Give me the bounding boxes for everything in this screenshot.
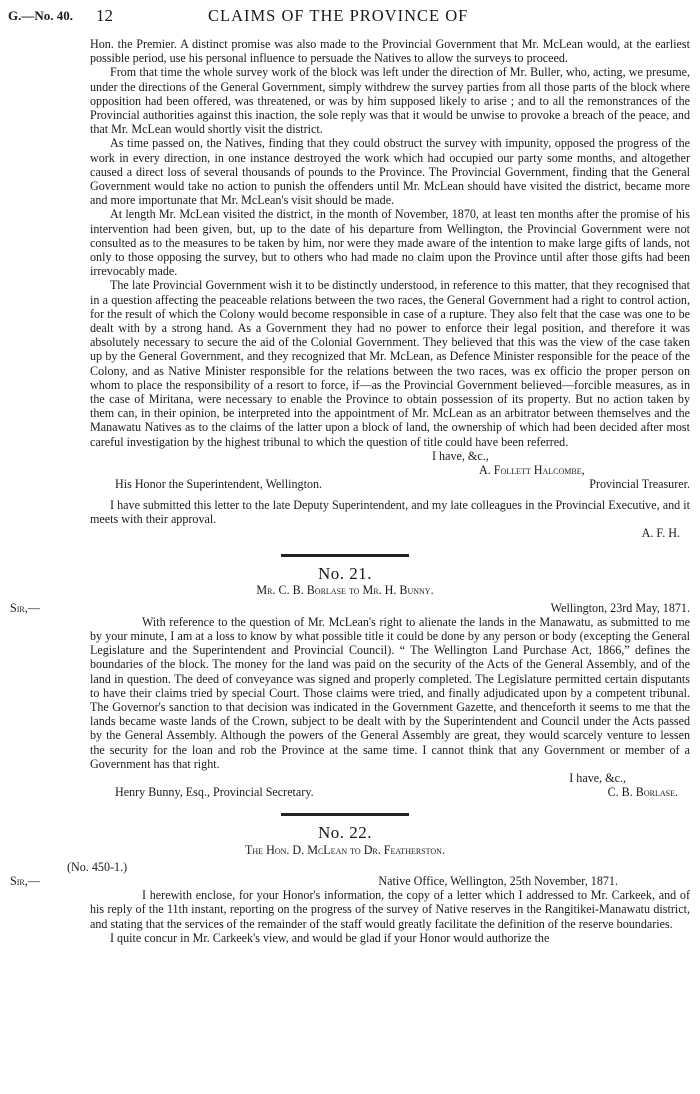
letter-date: Native Office, Wellington, 25th November, 1871. [378, 873, 618, 888]
section-divider [281, 813, 409, 816]
addressee-row [90, 477, 690, 491]
salutation-row [10, 601, 690, 615]
signatory-name: A. Follett Halcombe, [479, 463, 585, 478]
paragraph: At length Mr. McLean visited the district, in the month of November, 1870, at least ten months after the promise of his intervention had been given, but, up to the date of his departure from Wellington, the Provincial Government were not consulted as to the measures to be taken by him, nor were they made aware of the intention to make large gifts of lands, not only to those opposing the survey, but to others who had made no claim upon the Province until after those gifts had been irrevocably made. [90, 207, 690, 279]
letter-text: With reference to the question of Mr. McLean's right to alienate the lands in the Manawatu, as submitted to me by your minute, I am at a loss to know by what possible title it could be done by any person or body (excepting the General Legislature and the Superintendent and Provincial Council). “ The Wellington Land Purchase Act, 1866,” defines the boundaries of the block. The money for the land was paid on the security of the Acts of the General Assembly, and of the land in question. The deed of conveyance was signed and properly completed. The Legislature permitted certain disputants to have their claims tried by special Court. Those claims were tried, and finally adjudicated upon by a competent tribunal. The Governor's sanction to that decision was indicated in the Government Gazette, and thenceforth it seems to me that the lands became waste lands of the Crown, subject to be dealt with by the Superintendent and Council under the Acts passed by the General Assembly. Although the powers of the General Assembly are great, they would scarcely venture to lessen the security for the loan and rob the Province at the same time. I cannot think that any Government or member of a Government has that right. [90, 614, 690, 771]
letter-signature-block [90, 449, 690, 492]
closing-line: I have, &c., [569, 770, 626, 785]
paragraph: The late Provincial Government wish it to be distinctly understood, in reference to this matter, that they recognised that in a question affecting the peaceable relations between the two races, the General Government had a right to control action, for the result of which the Colony would become responsible in case of a rupture. They also felt that the case was one to be dealt with by a strong hand. As a Government they had no power to enforce their legal position, and therefore it was absolutely necessary to secure the aid of the Colonial Government. They believed that this was the view of the case taken up by the General Government, and they recognized that Mr. McLean, as Defence Minister responsible for the peace of the Colony, and as Native Minister responsible for the relations between the two races, was ex officio the proper person on whom to place the responsibility of a resort to force, if—as the Provincial Government believed—forcible measures, as in the case of Miritana, were necessary to enable the Province to obtain possession of its property. But no action taken by them can, in their opinion, be interpreted into the appointment of Mr. McLean as an arbitrator between themselves and the Manawatu Natives as to the claims of the latter upon a block of land, the ownership of which had been decided after most careful investigation by the highest tribunal to which the question of title could have been referred. [90, 278, 690, 449]
letter-text: I herewith enclose, for your Honor's information, the copy of a letter which I addressed to Mr. Carkeek, and of his reply of the 11th instant, reporting on the progress of the survey of Native reserves in the Rangitikei-Manawatu district, and stating that the services of the remainder of the staff would greatly facilitate the definition of the reserve boundaries. [90, 888, 690, 931]
paragraph: From that time the whole survey work of the block was left under the direction of Mr. Buller, who, acting, we presume, under the directions of the General Government, simply withdrew the survey parties from all those parts of the block where opposition had been offered, was threatened, or was by him supposed likely to arise ; and to all the remonstrances of the Provincial authorities against this inaction, the sole reply was that it would be unwise to provoke a breach of the peace, and that Mr. McLean would shortly visit the district. [90, 65, 690, 137]
salutation-row [10, 874, 690, 888]
paragraph: As time passed on, the Natives, finding that they could obstruct the survey with impunity, opposed the progress of the work in every direction, in one instance destroyed the work which had occupied our party some months, and altogether caused a direct loss of several thousands of pounds to the Province. The Provincial Government, finding that the General Government would take no action to punish the offenders until Mr. McLean should have visited the district, became more and more importunate that Mr. McLean's visit should be made. [90, 136, 690, 208]
running-title: CLAIMS OF THE PROVINCE OF [208, 6, 469, 25]
paragraph-continued: Hon. the Premier. A distinct promise was also made to the Provincial Government that Mr. McLean would, at the earliest possible period, use his personal influence to persuade the Natives to allow the surveys to proceed. [90, 37, 690, 66]
document-reference: G.—No. 40. [8, 8, 73, 23]
document-body [10, 37, 690, 945]
salutation: Sir,— [10, 600, 40, 615]
letter-number: No. 21. [317, 564, 373, 584]
letter-reference: (No. 450-1.) [67, 859, 128, 874]
section-divider [281, 554, 409, 557]
letter-heading: The Hon. D. McLean to Dr. Featherston. [245, 842, 445, 857]
addressee: Henry Bunny, Esq., Provincial Secretary. [115, 785, 314, 800]
signatory-title: Provincial Treasurer. [589, 477, 690, 492]
salutation: Sir,— [10, 873, 40, 888]
addressee: His Honor the Superintendent, Wellington. [115, 477, 323, 492]
closing-line: I have, &c., [432, 448, 489, 463]
postscript: I have submitted this letter to the late Deputy Superintendent, and my late colleagues in the Provincial Executive, and it meets with their approval. [90, 497, 690, 526]
letter-date: Wellington, 23rd May, 1871. [550, 600, 690, 615]
page-header [8, 4, 688, 28]
page-number: 12 [96, 6, 113, 25]
letter-heading: Mr. C. B. Borlase to Mr. H. Bunny. [256, 583, 434, 598]
letter-number: No. 22. [317, 823, 373, 843]
postscript-initials: A. F. H. [641, 525, 680, 540]
addressee-row [90, 785, 690, 799]
letter-text: I quite concur in Mr. Carkeek's view, and would be glad if your Honor would authorize the [110, 930, 550, 945]
signatory-name: C. B. Borlase. [607, 785, 678, 800]
